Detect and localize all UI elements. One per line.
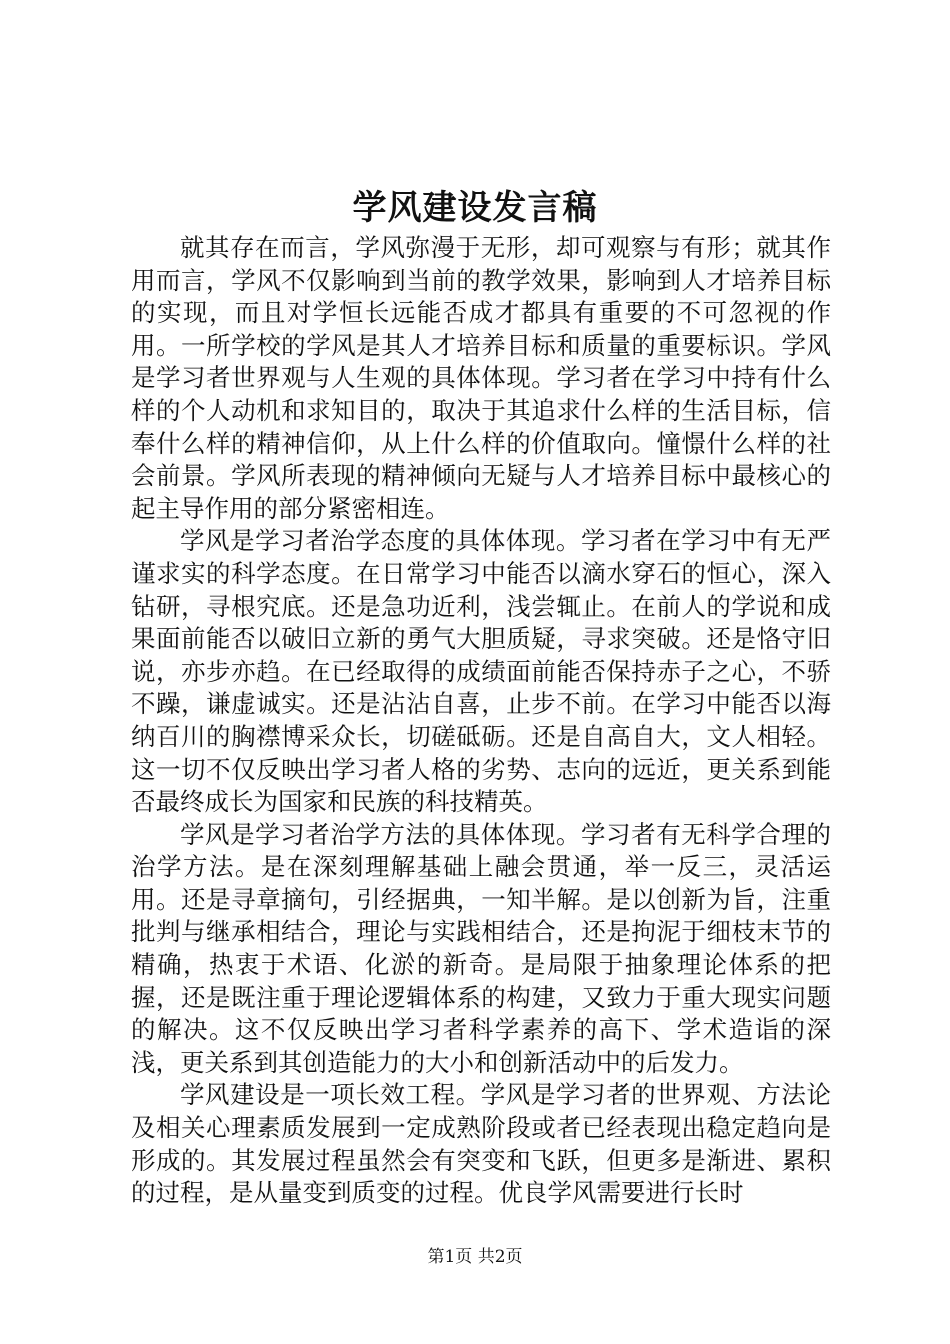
- paragraph-4: 学风建设是一项长效工程。学风是学习者的世界观、方法论及相关心理素质发展到一定成熟阶段或者已经表现出稳定趋向是形成的。其发展过程虽然会有突变和飞跃，但更多是渐进、累积的过程，是从量变到质变的过程。优良学风需要进行长时: [131, 1080, 831, 1208]
- document-title: 学风建设发言稿: [352, 188, 598, 228]
- paragraph-3: 学风是学习者治学方法的具体体现。学习者有无科学合理的治学方法。是在深刻理解基础上融会贯通，举一反三，灵活运用。还是寻章摘句，引经据典，一知半解。是以创新为旨，注重批判与继承相结合，理论与实践相结合，还是拘泥于细枝末节的精确，热衷于术语、化淤的新奇。是局限于抽象理论体系的把握，还是既注重于理论逻辑体系的构建，又致力于重大现实问题的解决。这不仅反映出学习者科学素养的高下、学术造诣的深浅，更关系到其创造能力的大小和创新活动中的后发力。: [131, 819, 831, 1077]
- page-footer: 第1页 共2页: [427, 1247, 523, 1267]
- paragraph-2: 学风是学习者治学态度的具体体现。学习者在学习中有无严谨求实的科学态度。在日常学习中能否以滴水穿石的恒心，深入钻研，寻根究底。还是急功近利，浅尝辄止。在前人的学说和成果面前能否以破旧立新的勇气大胆质疑，寻求突破。还是恪守旧说，亦步亦趋。在已经取得的成绩面前能否保持赤子之心，不骄不躁，谦虚诚实。还是沾沾自喜，止步不前。在学习中能否以海纳百川的胸襟博采众长，切磋砥砺。还是自高自大，文人相轻。这一切不仅反映出学习者人格的劣势、志向的远近，更关系到能否最终成长为国家和民族的科技精英。: [131, 526, 831, 817]
- paragraph-1: 就其存在而言，学风弥漫于无形，却可观察与有形；就其作用而言，学风不仅影响到当前的教学效果，影响到人才培养目标的实现，而且对学恒长远能否成才都具有重要的不可忽视的作用。一所学校的学风是其人才培养目标和质量的重要标识。学风是学习者世界观与人生观的具体体现。学习者在学习中持有什么样的个人动机和求知目的，取决于其追求什么样的生活目标，信奉什么样的精神信仰，从上什么样的价值取向。憧憬什么样的社会前景。学风所表现的精神倾向无疑与人才培养目标中最核心的起主导作用的部分紧密相连。: [131, 233, 831, 523]
- document-body: [131, 232, 831, 1210]
